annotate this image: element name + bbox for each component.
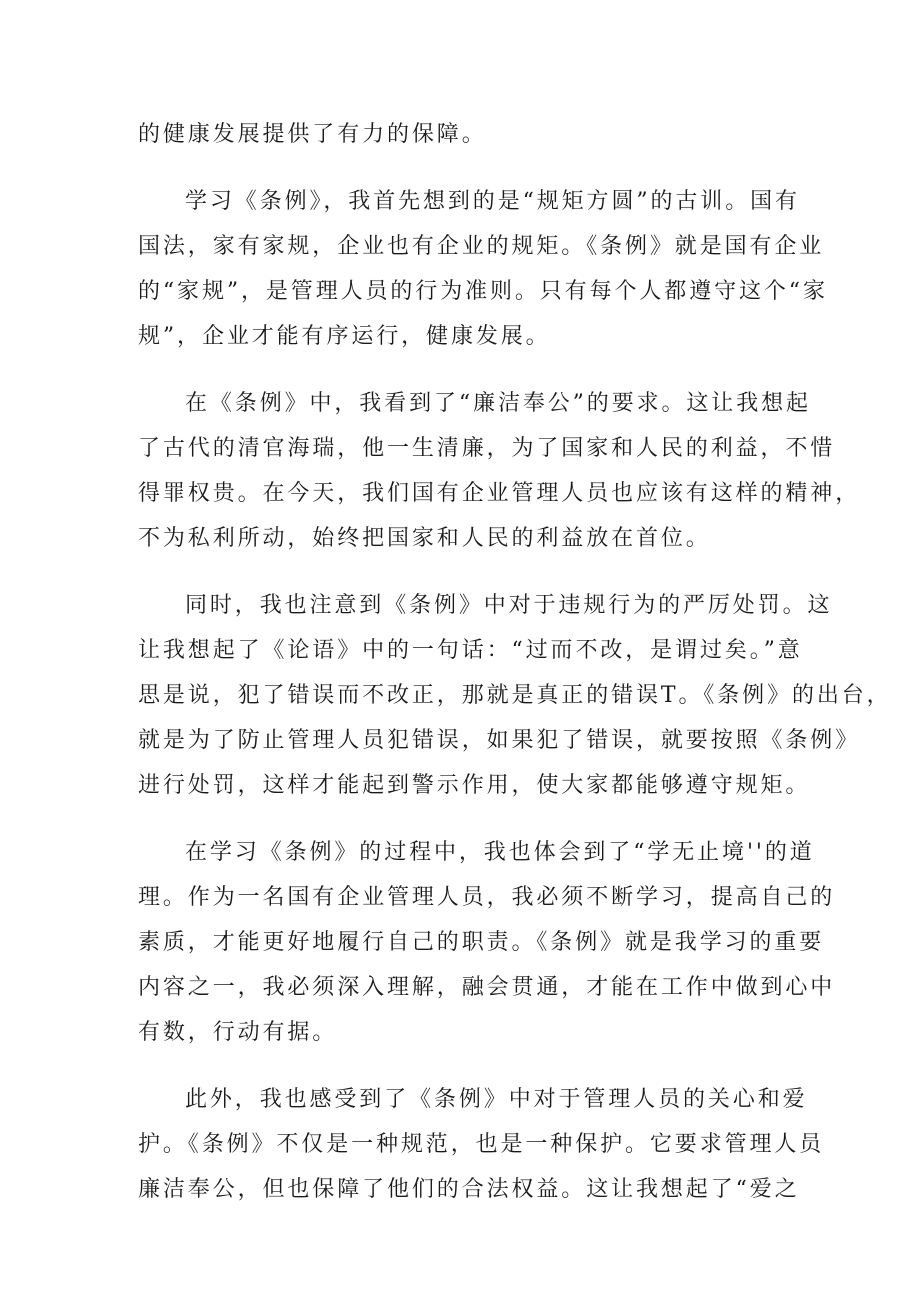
text-line: 廉洁奉公，但也保障了他们的合法权益。这让我想起了“爱之 xyxy=(138,1177,800,1202)
text-line: 有数，行动有据。 xyxy=(138,1020,338,1045)
text-line: 的健康发展提供了有力的保障。 xyxy=(138,122,487,147)
text-line: 素质，才能更好地履行自己的职责。《条例》就是我学习的重要 xyxy=(138,930,825,955)
text-line: 得罪权贵。在今天，我们国有企业管理人员也应该有这样的精神， xyxy=(138,481,861,506)
text-line: 不为私利所动，始终把国家和人民的利益放在首位。 xyxy=(138,526,711,551)
text-line: 护。《条例》不仅是一种规范，也是一种保护。它要求管理人员 xyxy=(138,1132,825,1157)
text-line: 此外，我也感受到了《条例》中对于管理人员的关心和爱 xyxy=(185,1087,808,1112)
text-line: 在《条例》中，我看到了“廉洁奉公”的要求。这让我想起 xyxy=(185,391,811,416)
text-line: 国法，家有家规，企业也有企业的规矩。《条例》就是国有企业 xyxy=(138,234,825,259)
text-line: 思是说，犯了错误而不改正，那就是真正的错误T。《条例》的出台， xyxy=(138,683,892,708)
text-line: 了古代的清官海瑞，他一生清廉，为了国家和人民的利益，不惜 xyxy=(138,436,836,461)
text-line: 的“家规”，是管理人员的行为准则。只有每个人都遵守这个“家 xyxy=(138,279,828,304)
text-line: 规”，企业才能有序运行，健康发展。 xyxy=(138,324,551,349)
text-line: 内容之一，我必须深入理解，融会贯通，才能在工作中做到心中 xyxy=(138,975,836,1000)
paragraph-integrity xyxy=(138,381,861,561)
paragraph-learning xyxy=(138,830,836,1055)
text-line: 学习《条例》，我首先想到的是“规矩方圆”的古训。国有 xyxy=(185,189,800,214)
document-body xyxy=(138,112,892,1234)
text-line: 就是为了防止管理人员犯错误，如果犯了错误，就要按照《条例》 xyxy=(138,728,861,753)
text-line: 在学习《条例》的过程中，我也体会到了“学无止境''的道 xyxy=(185,840,815,865)
paragraph-rules-and-norms xyxy=(138,179,828,359)
text-line: 进行处罚，这样才能起到警示作用，使大家都能够遵守规矩。 xyxy=(138,773,811,798)
text-line: 理。作为一名国有企业管理人员，我必须不断学习，提高自己的 xyxy=(138,885,836,910)
paragraph-penalties xyxy=(138,583,892,808)
text-line: 同时，我也注意到《条例》中对于违规行为的严厉处罚。这 xyxy=(185,593,833,618)
paragraph-continuation xyxy=(138,112,802,157)
text-line: 让我想起了《论语》中的一句话：“过而不改，是谓过矣。”意 xyxy=(138,638,803,663)
paragraph-care-and-protection xyxy=(138,1077,825,1212)
